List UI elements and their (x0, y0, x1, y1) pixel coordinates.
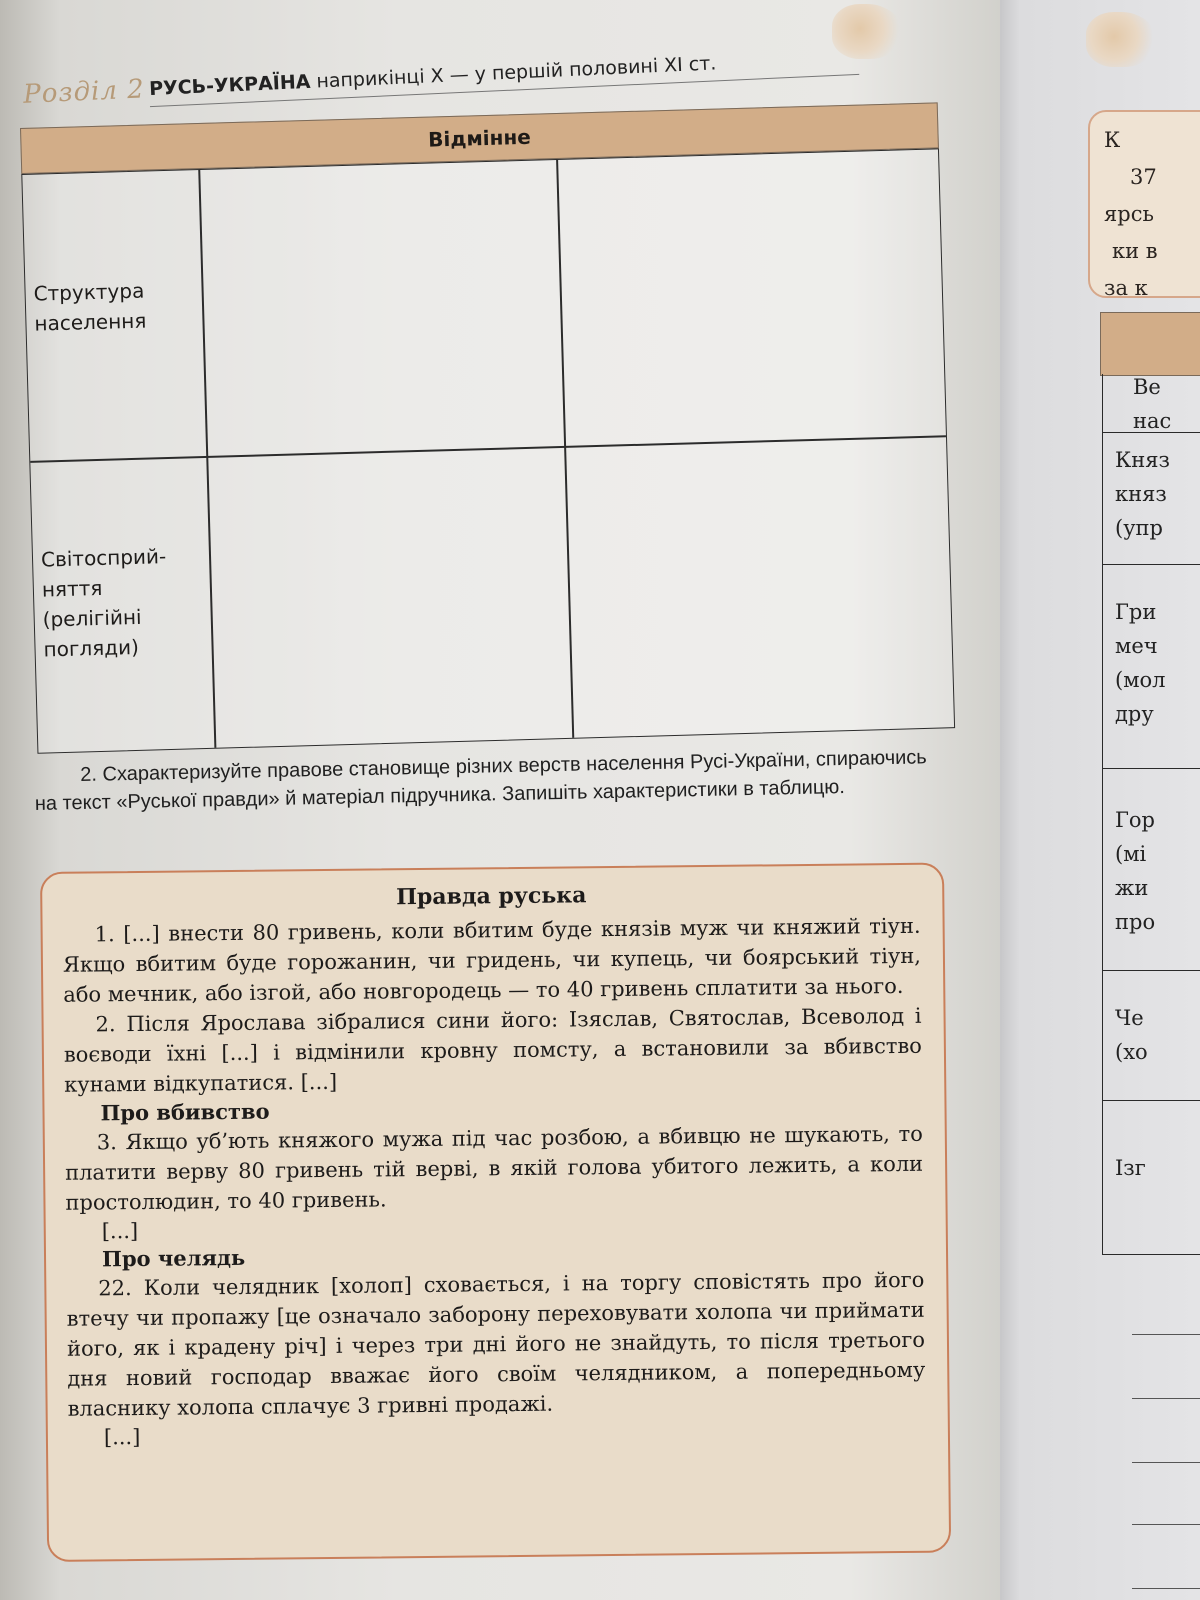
column-divider (198, 170, 216, 748)
right-table-row-label: Ізг (1115, 1156, 1146, 1180)
source-title: Правда руська (396, 882, 587, 911)
right-table-row-label: Княз княз (упр (1115, 448, 1170, 540)
table-grid (21, 148, 955, 753)
running-header (16, 0, 879, 110)
row-label-population-structure: Структура населення (33, 278, 147, 336)
comparison-table (20, 102, 955, 753)
right-table-row (1103, 1100, 1200, 1180)
section-label: Розділ 2 (22, 74, 146, 110)
right-table-row (1103, 564, 1200, 726)
right-table-row-label: Че (хо (1115, 1006, 1148, 1064)
answer-line (1132, 1334, 1200, 1335)
decorative-ornament (1086, 12, 1156, 67)
table-header-differences: Відмінне (20, 102, 939, 174)
source-subheading: Про челядь (101, 1244, 246, 1272)
row-label-worldview: Світосприй- няття (релігійні погляди) (40, 544, 167, 662)
right-table-row-label: Гор (мі жи про (1115, 808, 1156, 934)
column-divider (556, 160, 574, 738)
task-2-text: 2. Схарактеризуйте правове становище різних верств населення Русі-України, спираючись на текст «Руської правди» й матеріал підручника. Запишіть характеристики в таблицю. (34, 746, 927, 815)
answer-line (1132, 1588, 1200, 1589)
right-table-header (1100, 312, 1200, 376)
source-ellipsis: [...] (101, 1218, 139, 1244)
right-table-row (1103, 970, 1200, 1064)
right-table-row-label: Гри меч (мол дру (1115, 600, 1166, 726)
right-info-box (1088, 110, 1200, 298)
source-subheading: Про вбивство (100, 1098, 270, 1126)
right-box-line: К (1104, 128, 1121, 152)
source-paragraph: 22. Коли челядник [холоп] сховається, і на торгу сповістять про його втечу чи пропажу [це означало заборону переховувати холопа чи приймати його, як і крадену річ] і через три дні його не знайдуть, то після третього дня новий господар вважає його своїм челядником, а попередньому власнику холопа сплачує 3 гривні продажі. (66, 1267, 926, 1421)
answer-line (1132, 1524, 1200, 1525)
right-box-line: 37 (1130, 165, 1157, 189)
right-table-row (1103, 432, 1200, 540)
answer-line (1132, 1398, 1200, 1399)
right-table-row (1103, 768, 1200, 934)
source-ellipsis: [...] (103, 1424, 141, 1450)
chapter-title-rest: наприкінці X — у першій половині XI ст. (309, 52, 717, 93)
right-table (1102, 374, 1200, 1255)
source-paragraph: 3. Якщо уб’ють княжого мужа під час розбою, а вбивцю не шукають, то платити верву 80 гривень тій верві, в якій голова убитого лежить, а коли простолюдин, то 40 гривень. (65, 1121, 924, 1215)
right-box-line: ярсь (1104, 202, 1154, 226)
row-divider (30, 435, 946, 462)
source-box (40, 863, 951, 1562)
answer-line (1132, 1462, 1200, 1463)
right-page (1000, 0, 1200, 1600)
right-box-line: за к (1104, 276, 1148, 300)
source-paragraph: 1. [...] внести 80 гривень, коли вбитим буде князів муж чи княжий тіун. Якщо вбитим буде горожанин, чи гридень, чи купець, чи боярський тіун, або мечник, або ізгой, або новгородець — то 40 гривень сплатити за нього. (62, 913, 922, 1007)
chapter-title-bold: РУСЬ-УКРАЇНА (148, 70, 311, 101)
right-box-line: ки в (1112, 239, 1158, 263)
right-table-head-label: Ве нас (1133, 375, 1172, 433)
source-paragraph: 2. Після Ярослава зібралися сини його: Ізяслав, Святослав, Всеволод і воєводи їхні [...] і відмінили кровну помсту, а встановили за вбивство кунами відкупатися. [...] (63, 1003, 922, 1097)
